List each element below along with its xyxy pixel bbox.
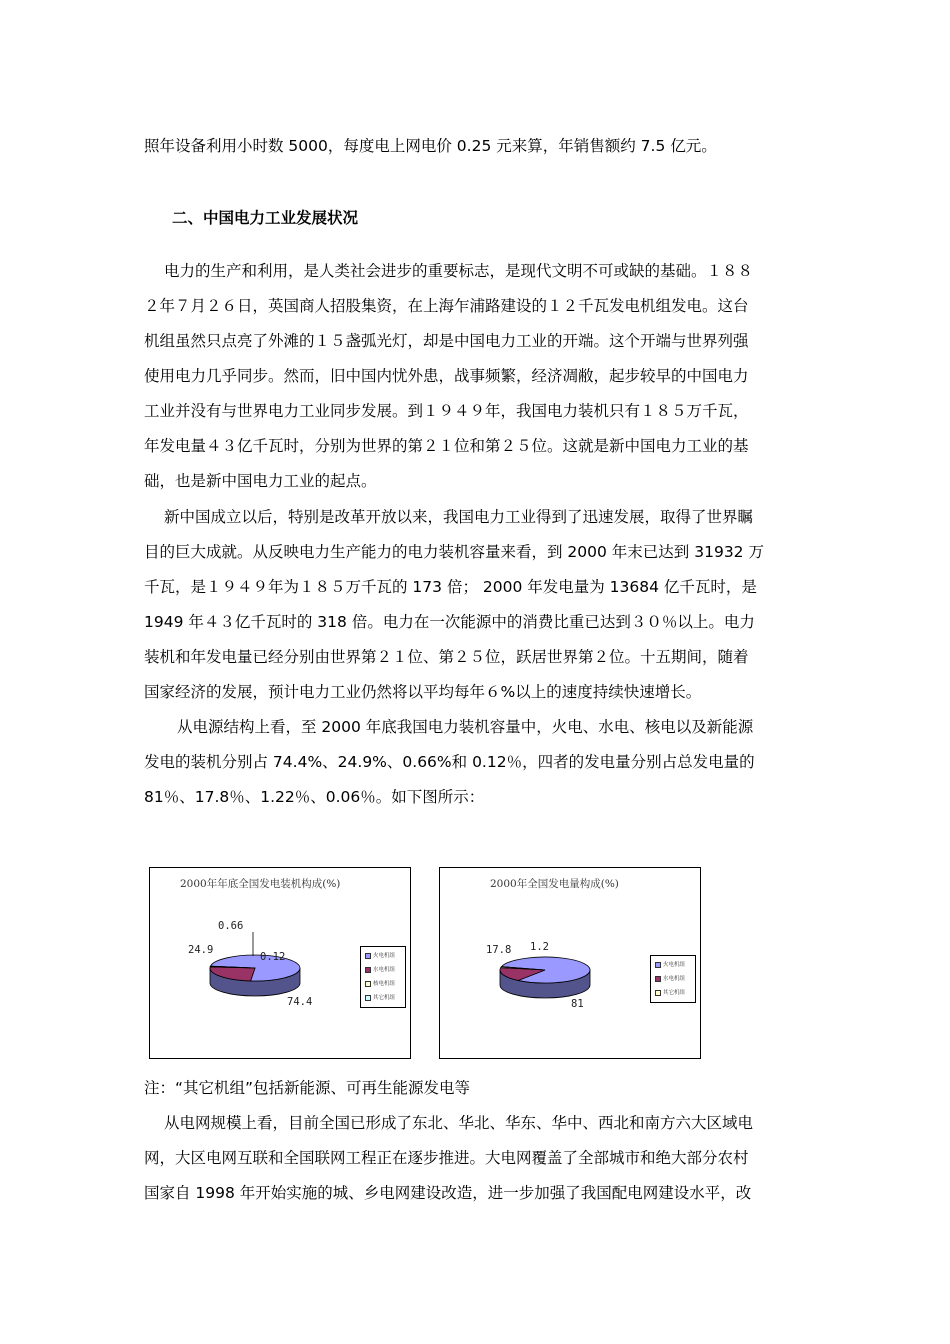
text-line: 装机和年发电量已经分别由世界第２１位、第２５位，跃居世界第２位。十五期间，随着: [144, 648, 749, 666]
data-label: 1.2: [530, 941, 549, 953]
text-line: 81％、17.8％、1.22％、0.06％。如下图所示：: [144, 788, 485, 806]
data-label: 24.9: [188, 944, 214, 956]
data-label: 81: [571, 998, 584, 1010]
text-line: 使用电力几乎同步。然而，旧中国内忧外患，战事频繁，经济凋敝，起步较早的中国电力: [144, 367, 749, 385]
text-line: 照年设备利用小时数 5000，每度电上网电价 0.25 元来算，年销售额约 7.5 亿元。: [144, 137, 717, 155]
chart-installed-capacity: [149, 867, 411, 1059]
legend-item: 其它机组: [365, 993, 395, 1001]
data-label: 17.8: [486, 944, 512, 956]
legend-item: 水电机组: [365, 965, 395, 973]
text-line: ２年７月２６日，英国商人招股集资，在上海乍浦路建设的１２千瓦发电机组发电。这台: [144, 297, 749, 315]
data-label: 74.4: [287, 996, 313, 1008]
chart-title: 2000年全国发电量构成(%): [490, 878, 619, 890]
chart-generation: [439, 867, 701, 1059]
chart-legend: [360, 946, 406, 1008]
chart-note: 注：“其它机组”包括新能源、可再生能源发电等: [144, 1079, 471, 1097]
text-line: 机组虽然只点亮了外滩的１５盏弧光灯，却是中国电力工业的开端。这个开端与世界列强: [144, 332, 749, 350]
text-line: 电力的生产和利用，是人类社会进步的重要标志，是现代文明不可或缺的基础。１８８: [164, 262, 754, 280]
legend-item: 火电机组: [655, 960, 685, 968]
text-line: 目的巨大成就。从反映电力生产能力的电力装机容量来看，到 2000 年末已达到 31932 万: [144, 543, 764, 561]
text-line: 1949 年４３亿千瓦时的 318 倍。电力在一次能源中的消费比重已达到３０％以上。电力: [144, 613, 755, 631]
legend-item: 火电机组: [365, 951, 395, 959]
chart-title: 2000年年底全国发电装机构成(%): [180, 878, 341, 890]
text-line: 从电源结构上看，至 2000 年底我国电力装机容量中，火电、水电、核电以及新能源: [177, 718, 754, 736]
chart-legend: [650, 955, 696, 1003]
text-line: 发电的装机分别占 74.4%、24.9%、0.66%和 0.12％，四者的发电量分别占总发电量的: [144, 753, 755, 771]
text-line: 从电网规模上看，目前全国已形成了东北、华北、华东、华中、西北和南方六大区域电: [164, 1114, 754, 1132]
data-label: 0.66: [218, 920, 244, 932]
text-line: 年发电量４３亿千瓦时，分别为世界的第２１位和第２５位。这就是新中国电力工业的基: [144, 437, 749, 455]
text-line: 网，大区电网互联和全国联网工程正在逐步推进。大电网覆盖了全部城市和绝大部分农村: [144, 1149, 749, 1167]
legend-item: 核电机组: [365, 979, 395, 987]
section-heading: 二、中国电力工业发展状况: [172, 209, 359, 227]
legend-item: 其它机组: [655, 988, 685, 996]
text-line: 新中国成立以后，特别是改革开放以来，我国电力工业得到了迅速发展，取得了世界瞩: [164, 508, 754, 526]
legend-item: 水电机组: [655, 974, 685, 982]
text-line: 础，也是新中国电力工业的起点。: [144, 472, 377, 490]
text-line: 国家自 1998 年开始实施的城、乡电网建设改造，进一步加强了我国配电网建设水平，改: [144, 1184, 752, 1202]
text-line: 千瓦，是１９４９年为１８５万千瓦的 173 倍； 2000 年发电量为 13684 亿千瓦时，是: [144, 578, 757, 596]
data-label: 0.12: [260, 951, 286, 963]
text-line: 工业并没有与世界电力工业同步发展。到１９４９年，我国电力装机只有１８５万千瓦，: [144, 402, 749, 420]
text-line: 国家经济的发展，预计电力工业仍然将以平均每年６%以上的速度持续快速增长。: [144, 683, 702, 701]
